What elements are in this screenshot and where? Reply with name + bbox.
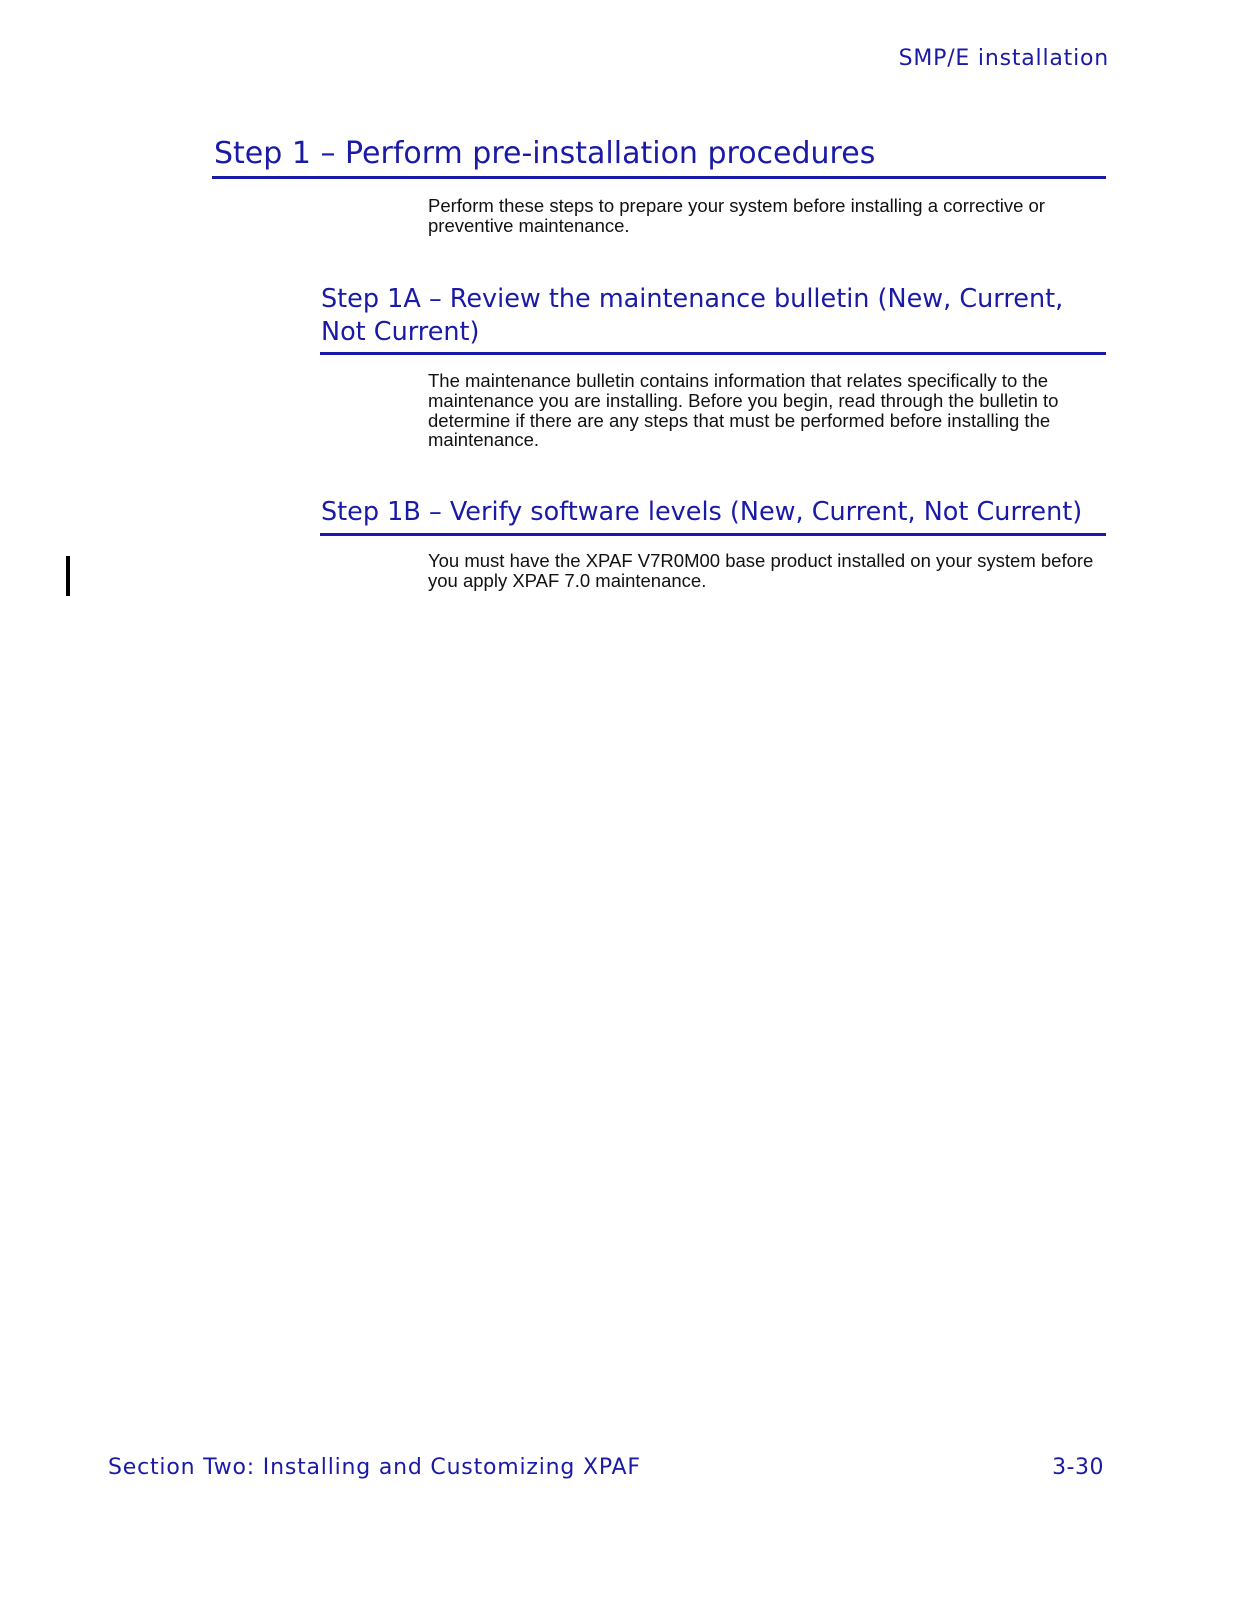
step1a-heading-line2: Not Current) [321, 317, 480, 347]
step1b-heading: Step 1B – Verify software levels (New, Current, Not Current) [321, 497, 1083, 527]
step1b-heading-rule [320, 533, 1106, 536]
step1a-body: The maintenance bulletin contains information that relates specifically to the maintenance you are installing. Before you begin, read through the bulletin to determine if there are any steps that must be performed before installing the maintenance. [428, 370, 1059, 451]
footer-section-title: Section Two: Installing and Customizing XPAF [108, 1455, 641, 1480]
step1a-heading-line1: Step 1A – Review the maintenance bulletin (New, Current, [321, 284, 1064, 314]
step1a-heading [321, 283, 1106, 349]
running-header: SMP/E installation [898, 46, 1109, 71]
revision-change-bar [66, 556, 70, 596]
footer-page-number: 3-30 [1052, 1455, 1104, 1480]
step1-heading: Step 1 – Perform pre-installation procedures [214, 136, 876, 171]
step1-heading-rule [212, 176, 1106, 179]
step1a-heading-rule [320, 352, 1106, 355]
step1-body: Perform these steps to prepare your system before installing a corrective or preventive maintenance. [428, 195, 1045, 236]
step1b-body: You must have the XPAF V7R0M00 base product installed on your system before you apply XPAF 7.0 maintenance. [428, 550, 1094, 591]
